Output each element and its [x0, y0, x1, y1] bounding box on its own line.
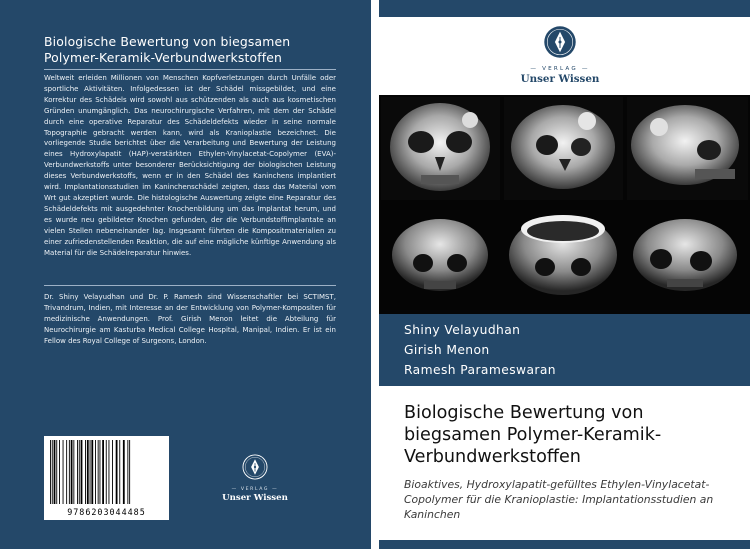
- isbn-number: 9786203044485: [67, 507, 146, 517]
- fountain-pen-nib-seal-icon: [242, 454, 268, 480]
- title-divider: [44, 69, 336, 70]
- back-publisher-logo: [218, 454, 292, 503]
- fountain-pen-nib-seal-icon: [543, 25, 577, 59]
- ct-image-cranial-vault: [504, 204, 623, 312]
- ct-image-axial-view-1: [381, 204, 500, 312]
- author-2: Girish Menon: [404, 343, 490, 357]
- back-cover: [0, 0, 371, 549]
- back-cover-title: [44, 34, 344, 66]
- front-cover-subtitle: Bioaktives, Hydroxylapatit-gefülltes Ethylen-Vinylacetat-Copolymer für die Kranioplastie: Implantationsstudien an Kaninchen: [404, 478, 714, 521]
- front-cover-title: Biologische Bewertung von biegsamen Polymer-Keramik-Verbundwerkstoffen: [404, 403, 662, 467]
- barcode-bars: [44, 436, 169, 508]
- bio-divider: [44, 285, 336, 286]
- front-publisher-logo: [504, 25, 616, 85]
- back-cover-blurb: Weltweit erleiden Millionen von Menschen Kopfverletzungen durch Unfälle oder sportliche Aktivitäten. Infolgedessen ist der Schädel missgebildet, und eine Korrektur des Schädels wird sowohl aus schützenden als auch aus kosmetischen Gründen unumgänglich. Das neurochirurgische Verfahren, mit dem der Schädel durch eine operative Reparatur des Schädeldefekts wieder in seine normale Topographie gebracht werden kann, wird als Kranioplastie bezeichnet. Die vorliegende Studie berichtet über die Verarbeitung und Bewertung der Leistung eines Hydroxylapatit (HAP)-verstärkten Ethylen-Vinylacetat-Copolymer (EVA)-Verbundwerkstoffs unter besonderer Berücksichtigung der biologischen Leistung dieses Verbundwerkstoffs, wenn er in den Schädel des Kaninchens implantiert wird. Implantationsstudien im Kaninchenschädel zeigten, dass das Material vom Wrt gut akzeptiert wurde. Die histologische Auswertung zeigte eine Reparatur des Schädeldefekts mit ausgedehnter Knochenbildung um das Implantat herum, und es wurde neu gebildeter Knochen gefunden, der die Verbundstoffimplantate an vielen Stellen nebeneinander lag. Insgesamt führten die Kompositmaterialien zu einer zufriedenstellenden Reaktion, die auf eine mögliche künftige Anwendung als Material für die Schädelreparatur hinwies.: [44, 74, 336, 257]
- ct-image-oblique-skull: [504, 97, 623, 200]
- front-cover: [379, 0, 750, 549]
- front-logo-verlag: — VERLAG —: [530, 66, 590, 72]
- back-title-line-1: Biologische Bewertung von biegsamen: [44, 34, 291, 49]
- author-3: Ramesh Parameswaran: [404, 363, 556, 377]
- front-bottom-bar: [379, 540, 750, 549]
- author-band: [379, 314, 750, 386]
- ct-scan-collage: [379, 95, 750, 314]
- front-logo-name: Unser Wissen: [520, 73, 600, 85]
- ct-image-frontal-skull: [381, 97, 500, 200]
- front-top-bar: [379, 0, 750, 17]
- ct-image-lateral-skull: [627, 97, 748, 200]
- back-logo-name: Unser Wissen: [222, 493, 288, 503]
- ct-image-axial-view-2: [627, 204, 748, 312]
- author-bio: Dr. Shiny Velayudhan und Dr. P. Ramesh sind Wissenschaftler bei SCTIMST, Trivandrum, Indien, mit Interesse an der Entwicklung von Polymer-Kompositen für medizinische Anwendungen. Prof. Girish Menon leitet die Abteilung für Neurochirurgie am Kasturba Medical College Hospital, Manipal, Indien. Er ist ein Fellow des Royal College of Surgeons, London.: [44, 293, 336, 345]
- back-title-line-2: Polymer-Keramik-Verbundwerkstoffen: [44, 50, 282, 65]
- author-1: Shiny Velayudhan: [404, 323, 521, 337]
- isbn-barcode: [44, 436, 169, 520]
- back-logo-verlag: — VERLAG —: [231, 487, 279, 492]
